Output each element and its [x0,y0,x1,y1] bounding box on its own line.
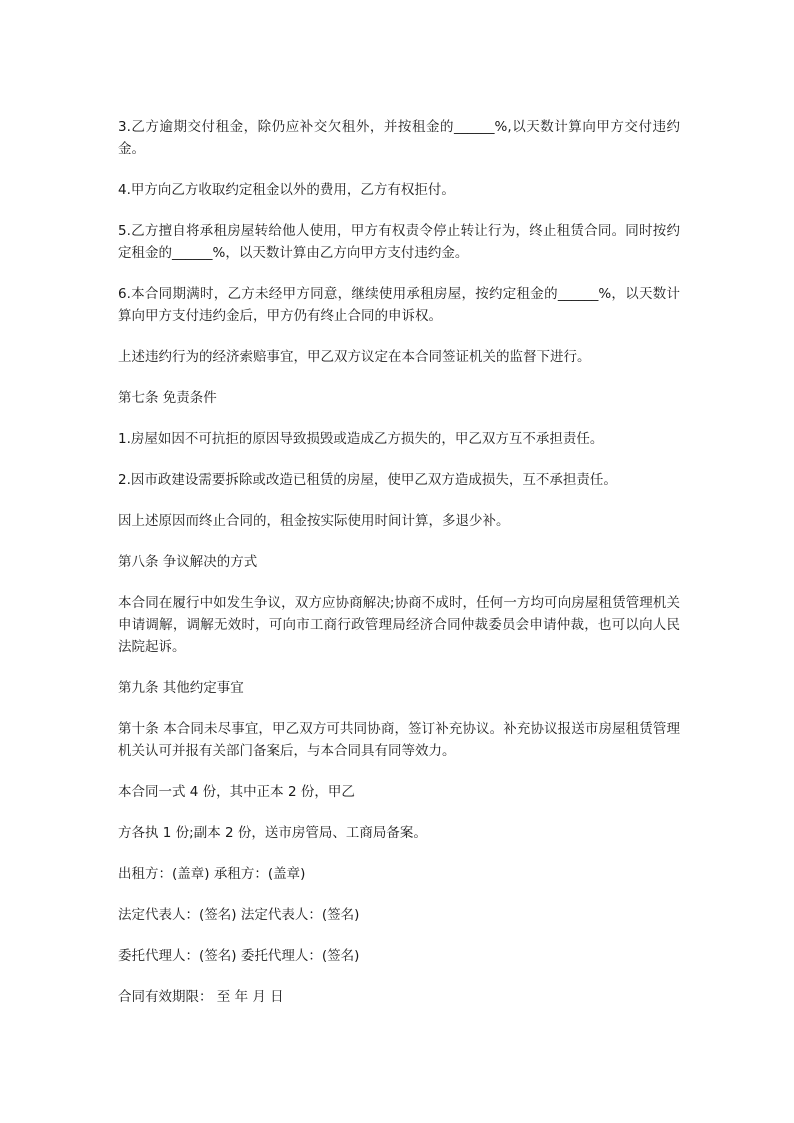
clause-rent-settlement: 因上述原因而终止合同的，租金按实际使用时间计算，多退少补。 [118,513,510,529]
clause-overstay-penalty: 6.本合同期满时，乙方未经甲方同意，继续使用承租房屋，按约定租金的______%，以天数计算向甲方支付违约金后，甲方仍有终止合同的申诉权。 [118,286,680,324]
signature-seal-line: 出租方：(盖章) 承租方：(盖章) [118,866,306,882]
clause-dispute-resolution: 本合同在履行中如发生争议，双方应协商解决;协商不成时，任何一方均可向房屋租赁管理机关申请调解，调解无效时，可向市工商行政管理局经济合同仲裁委员会申请仲裁，也可以向人民法院起诉。 [118,595,680,655]
contract-validity-line: 合同有效期限： 至 年 月 日 [118,989,284,1005]
clause-sublet-penalty: 5.乙方擅自将承租房屋转给他人使用，甲方有权责令停止转让行为，终止租赁合同。同时按约定租金的______%，以天数计算由乙方向甲方支付违约金。 [118,223,680,261]
clause-force-majeure: 1.房屋如因不可抗拒的原因导致损毁或造成乙方损失的，甲乙双方互不承担责任。 [118,431,604,447]
clause-claims-supervision: 上述违约行为的经济索赔事宜，甲乙双方议定在本合同签证机关的监督下进行。 [118,349,591,365]
copies-line-1: 本合同一式 4 份，其中正本 2 份，甲乙 [118,784,355,800]
article-9-heading: 第九条 其他约定事宜 [118,680,244,696]
article-10-supplementary: 第十条 本合同未尽事宜，甲乙双方可共同协商，签订补充协议。补充协议报送市房屋租赁管理机关认可并报有关部门备案后，与本合同具有同等效力。 [118,721,680,759]
clause-late-rent-penalty: 3.乙方逾期交付租金，除仍应补交欠租外，并按租金的______%,以天数计算向甲方交付违约金。 [118,119,680,157]
clause-refuse-extra-fees: 4.甲方向乙方收取约定租金以外的费用，乙方有权拒付。 [118,182,455,198]
document-page [118,116,680,1027]
signature-agent-line: 委托代理人：(签名) 委托代理人：(签名) [118,948,360,964]
signature-legal-rep-line: 法定代表人：(签名) 法定代表人：(签名) [118,907,360,923]
article-7-heading: 第七条 免责条件 [118,390,217,406]
copies-line-2: 方各执 1 份;副本 2 份，送市房管局、工商局备案。 [118,825,427,841]
clause-municipal-demolition: 2.因市政建设需要拆除或改造已租赁的房屋，使甲乙双方造成损失，互不承担责任。 [118,472,617,488]
article-8-heading: 第八条 争议解决的方式 [118,554,258,570]
